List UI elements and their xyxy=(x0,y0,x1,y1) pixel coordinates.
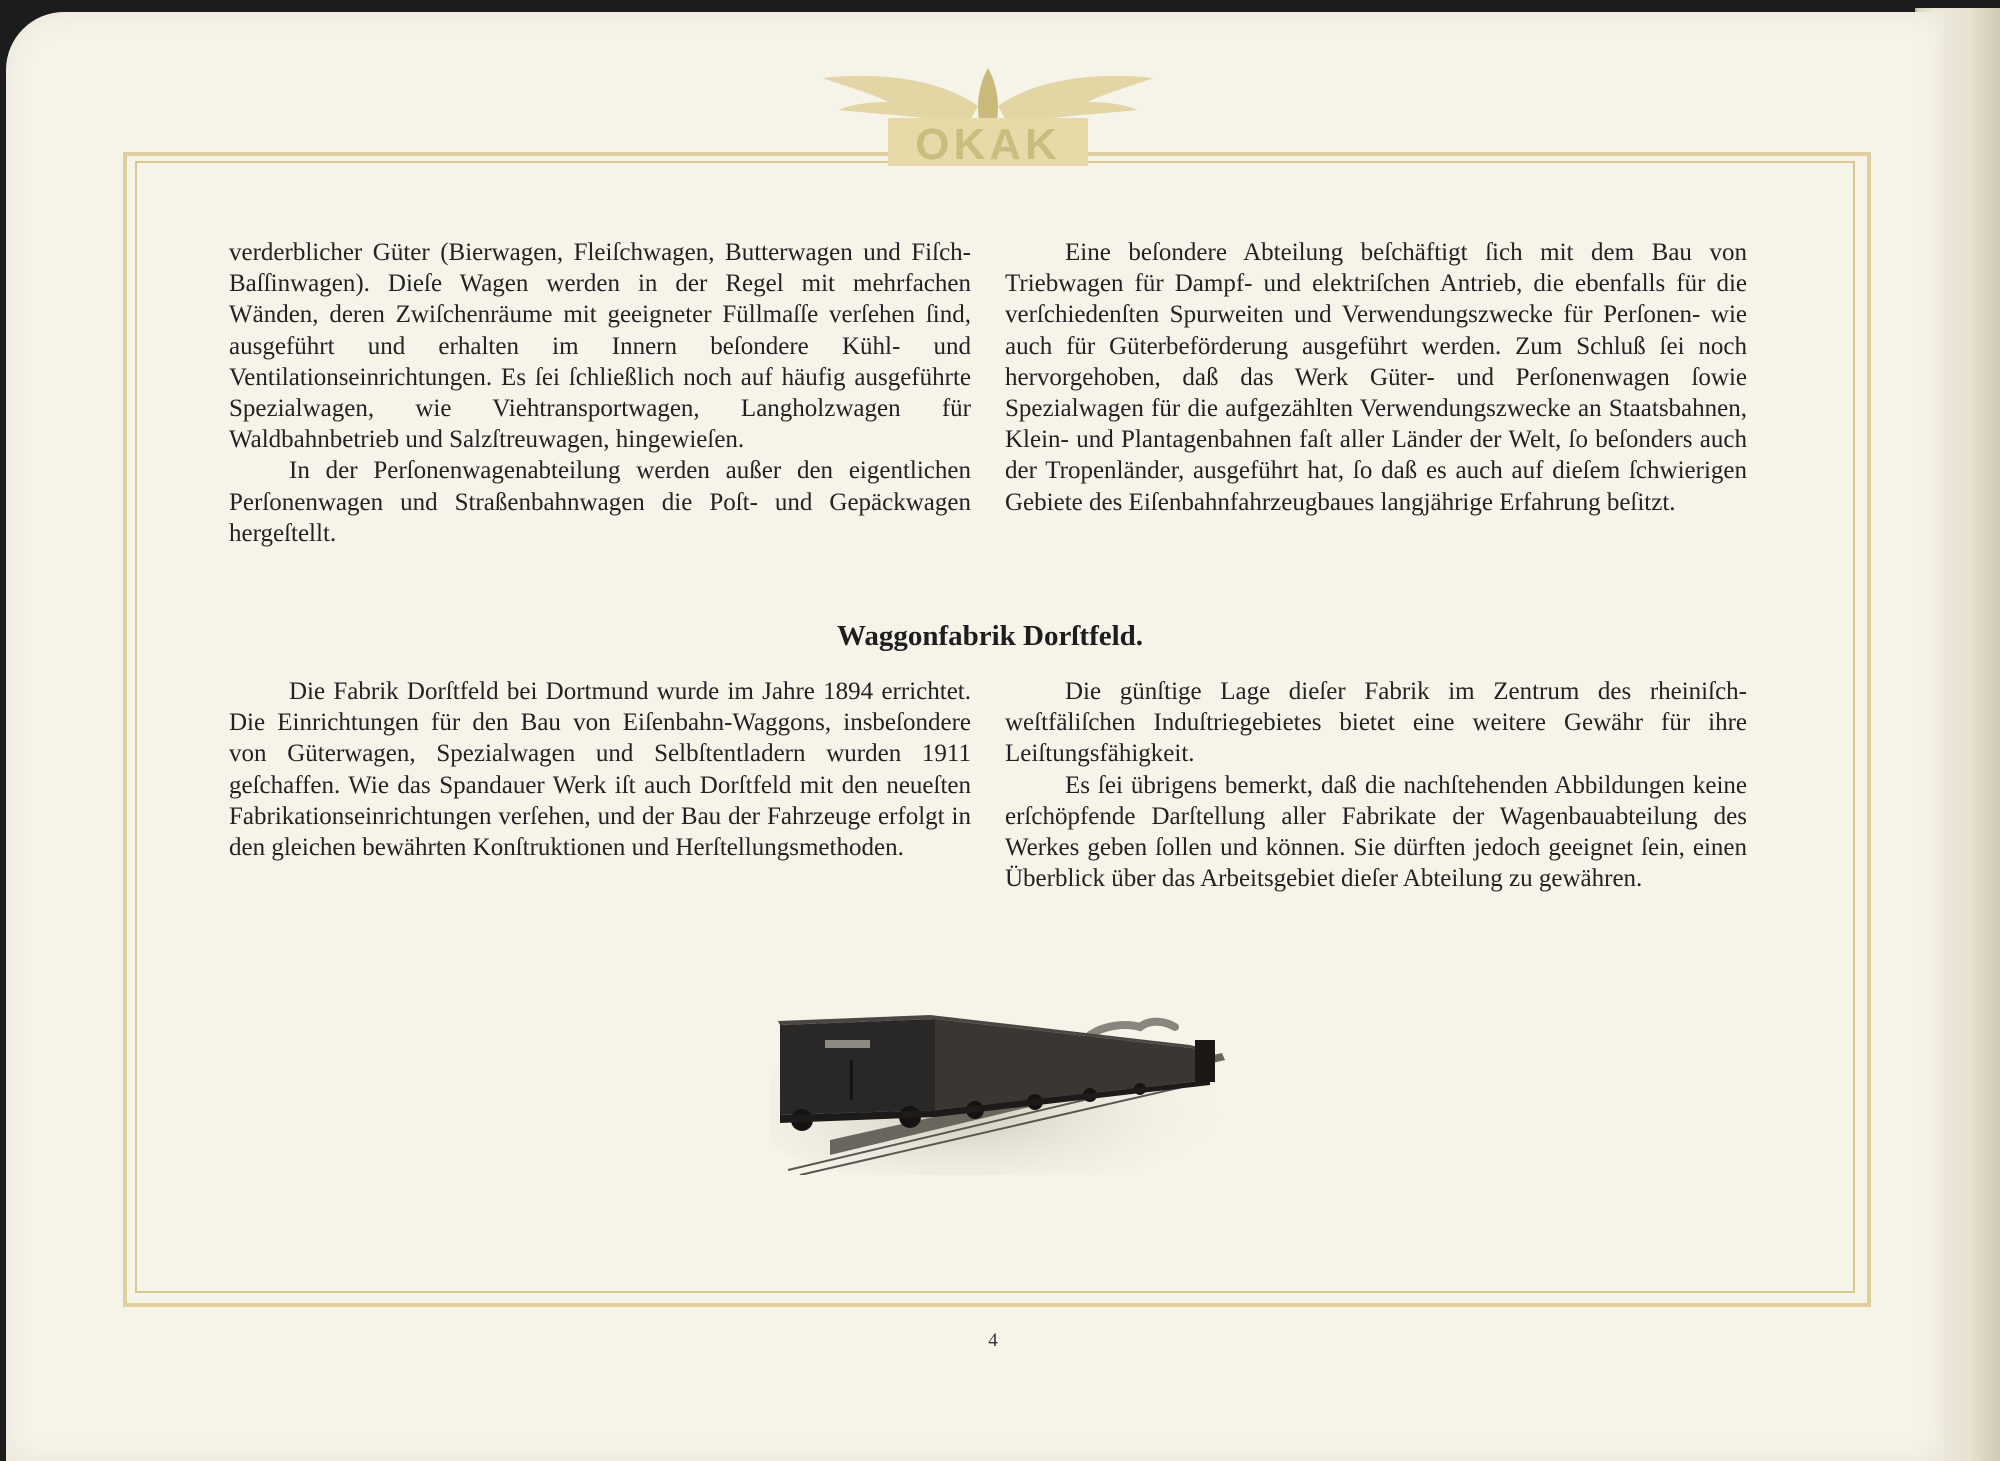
bottom-right-column xyxy=(1005,676,1747,894)
section-heading: Waggonfabrik Dorſtfeld. xyxy=(836,620,1144,652)
paragraph: Die Fabrik Dorſtfeld bei Dortmund wurde im Jahre 1894 errichtet. Die Einrichtungen für den Bau von Eiſenbahn-Waggons, insbeſondere von Güterwagen, Spezialwagen und Selbſtentladern wurden 1911 geſchaffen. Wie das Spandauer Werk iſt auch Dorſtfeld mit den neueſten Fabrikationseinrichtungen verſehen, und der Bau der Fahrzeuge erfolgt in den gleichen bewährten Konſtruktionen und Herſtellungsmethoden. xyxy=(229,678,971,862)
freight-train-photo xyxy=(770,1005,1240,1175)
paragraph: verderblicher Güter (Bierwagen, Fleiſchwagen, Butterwagen und Fiſch-Baſſinwagen). Dieſe Wagen werden in der Regel mit mehrfachen Wänden, deren Zwiſchenräume mit geeigneter Füllmaſſe verſehen ſind, ausgeführt und erhalten im Innern beſondere Kühl- und Ventilationseinrichtungen. Es ſei ſchließlich noch auf häufig ausgeführte Spezialwagen, wie Viehtransportwagen, Langholzwagen für Waldbahnbetrieb und Salzſtreuwagen, hingewieſen. xyxy=(229,239,971,454)
top-left-column xyxy=(229,237,971,549)
top-right-column xyxy=(1005,237,1747,518)
paragraph: In der Perſonenwagenabteilung werden außer den eigentlichen Perſonenwagen und Straßenbahnwagen die Poſt- und Gepäckwagen hergeſtellt. xyxy=(229,457,971,547)
paragraph: Die günſtige Lage dieſer Fabrik im Zentrum des rheiniſch-weſtfäliſchen Induſtriegebietes bietet eine weitere Gewähr für ihre Leiſtungsfähigkeit. xyxy=(1005,678,1747,768)
bottom-left-column xyxy=(229,676,971,863)
page-number: 4 xyxy=(988,1330,998,1351)
paragraph: Eine beſondere Abteilung beſchäftigt ſich mit dem Bau von Triebwagen für Dampf- und elektriſchen Antrieb, die ebenfalls für die verſchiedenſten Spurweiten und Verwendungszwecke für Perſonen- wie auch für Güterbeförderung ausgeführt werden. Zum Schluß ſei noch hervorgehoben, daß das Werk Güter- und Perſonenwagen ſowie Spezialwagen für die aufgezählten Verwendungszwecke an Staatsbahnen, Klein- und Plantagenbahnen faſt aller Länder der Welt, ſo beſonders auch der Tropenländer, ausgeführt hat, ſo daß es auch auf dieſem ſchwierigen Gebiete des Eiſenbahnfahrzeugbaues langjährige Erfahrung beſitzt. xyxy=(1005,239,1747,516)
paragraph: Es ſei übrigens bemerkt, daß die nachſtehenden Abbildungen keine erſchöpfende Darſtellung aller Fabrikate der Wagenbauabteilung des Werkes geben ſollen und können. Sie dürften jedoch geeignet ſein, einen Überblick über das Arbeitsgebiet dieſer Abteilung zu gewähren. xyxy=(1005,771,1747,893)
emblem-text: OKAK xyxy=(915,120,1061,169)
winged-emblem-logo xyxy=(818,66,1158,170)
